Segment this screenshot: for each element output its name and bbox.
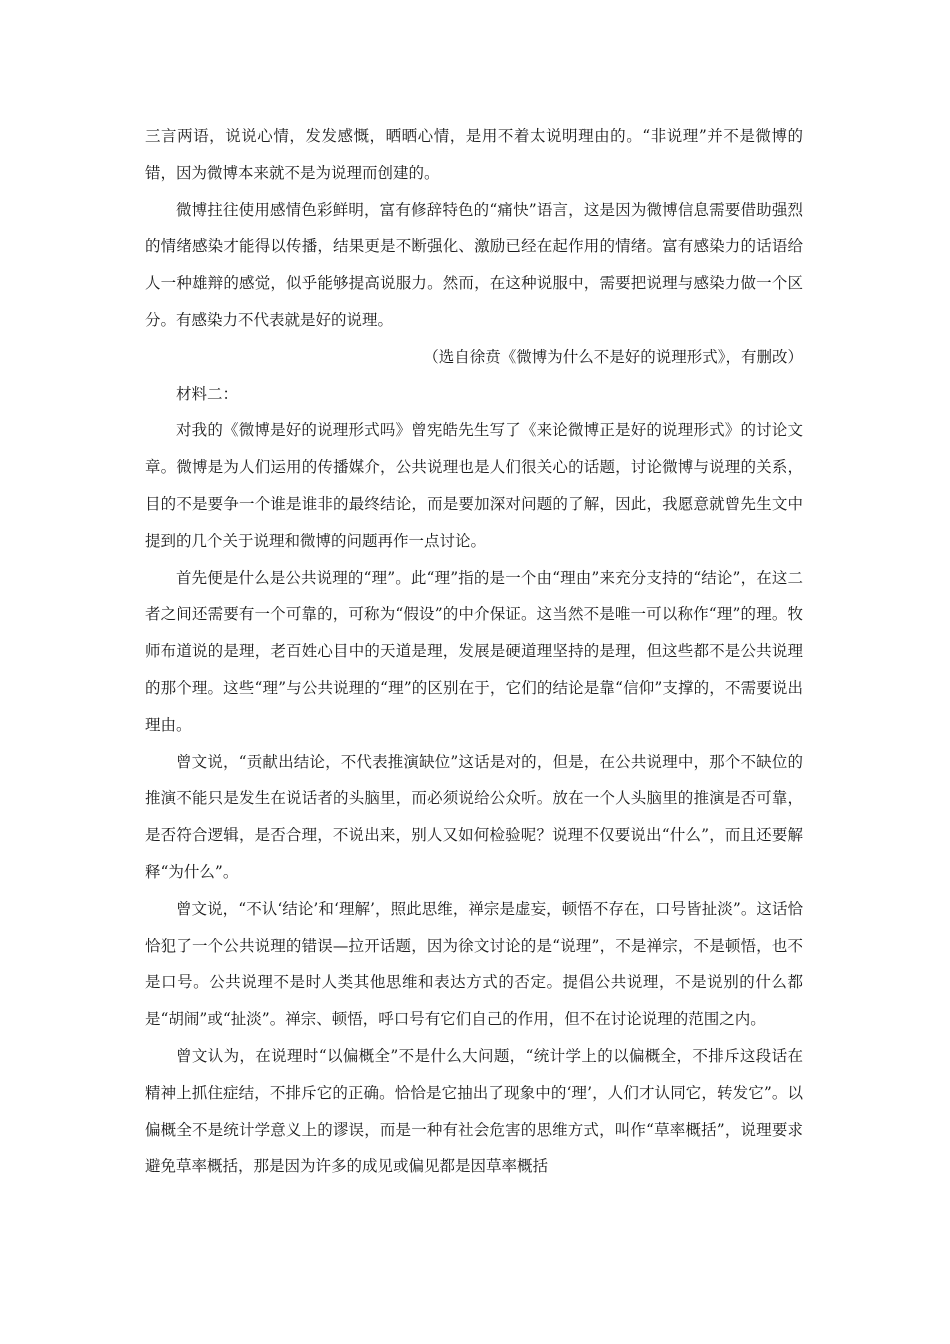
paragraph-deduction: 曾文说，“贡献出结论，不代表推演缺位”这话是对的，但是，在公共说理中，那个不缺位的推演不能只是发生在说话者的头脑里，而必须说给公众听。放在一个人头脑里的推演是否可靠，是否符合逻辑，是否合理，不说出来，别人又如何检验呢？说理不仅要说出“什么”，而且还要解释“为什么”。 xyxy=(145,752,803,881)
paragraph-generalization: 曾文认为，在说理时“以偏概全”不是什么大问题，“统计学上的以偏概全，不排斥这段话在精神上抓住症结，不排斥它的正确。恰恰是它抽出了现象中的‘理’，人们才认同它，转发它”。以偏概全不是统计学意义上的谬误，而是一种有社会危害的思维方式，叫作“草率概括”，说理要求避免草率概括，那是因为许多的成见或偏见都是因草率概括 xyxy=(145,1046,803,1176)
paragraph-weibo-emotion: 微博拄往使用感情色彩鲜明，富有修辞特色的“痛快”语言，这是因为微博信息需要借助强烈的情绪感染才能得以传播，结果更是不断强化、激励已经在起作用的情绪。富有感染力的话语给人一种雄辩的感觉，似乎能够提高说服力。然而，在这种说服中，需要把说理与感染力做一个区分。有感染力不代表就是好的说理。 xyxy=(145,200,803,329)
paragraph-response-intro: 对我的《微博是好的说理形式吗》曾宪皓先生写了《来论微博正是好的说理形式》的讨论文章。微博是为人们运用的传播媒介，公共说理也是人们很关心的话题，讨论微博与说理的关系，目的不是要争一个谁是谁非的最终结论，而是要加深对问题的了解，因此，我愿意就曾先生文中提到的几个关于说理和微博的问题再作一点讨论。 xyxy=(145,421,803,550)
article-body xyxy=(145,118,803,1185)
source-citation: （选自徐贲《微博为什么不是好的说理形式》，有删改） xyxy=(423,347,803,366)
paragraph-continuation: 三言两语，说说心情，发发感慨，晒晒心情，是用不着太说明理由的。“非说理”并不是微博的错，因为微博本来就不是为说理而创建的。 xyxy=(145,127,803,182)
material-two-heading: 材料二： xyxy=(176,384,239,403)
paragraph-zen: 曾文说，“不认‘结论’和‘理解’，照此思维，禅宗是虚妄，顿悟不存在，口号皆扯淡”。这话恰恰犯了一个公共说理的错误—拉开话题，因为徐文讨论的是“说理”，不是禅宗，不是顿悟，也不是口号。公共说理不是时人类其他思维和表达方式的否定。提倡公共说理，不是说别的什么都是“胡闹”或“扯淡”。禅宗、顿悟，呼口号有它们自己的作用，但不在讨论说理的范围之内。 xyxy=(145,899,803,1029)
paragraph-what-is-reason: 首先便是什么是公共说理的“理”。此“理”指的是一个由“理由”来充分支持的“结论”，在这二者之间还需要有一个可靠的，可称为“假设”的中介保证。这当然不是唯一可以称作“理”的理。牧师布道说的是理，老百姓心目中的天道是理，发展是硬道理坚持的是理，但这些都不是公共说理的那个理。这些“理”与公共说理的“理”的区别在于，它们的结论是靠“信仰”支撑的，不需要说出理由。 xyxy=(145,568,803,734)
